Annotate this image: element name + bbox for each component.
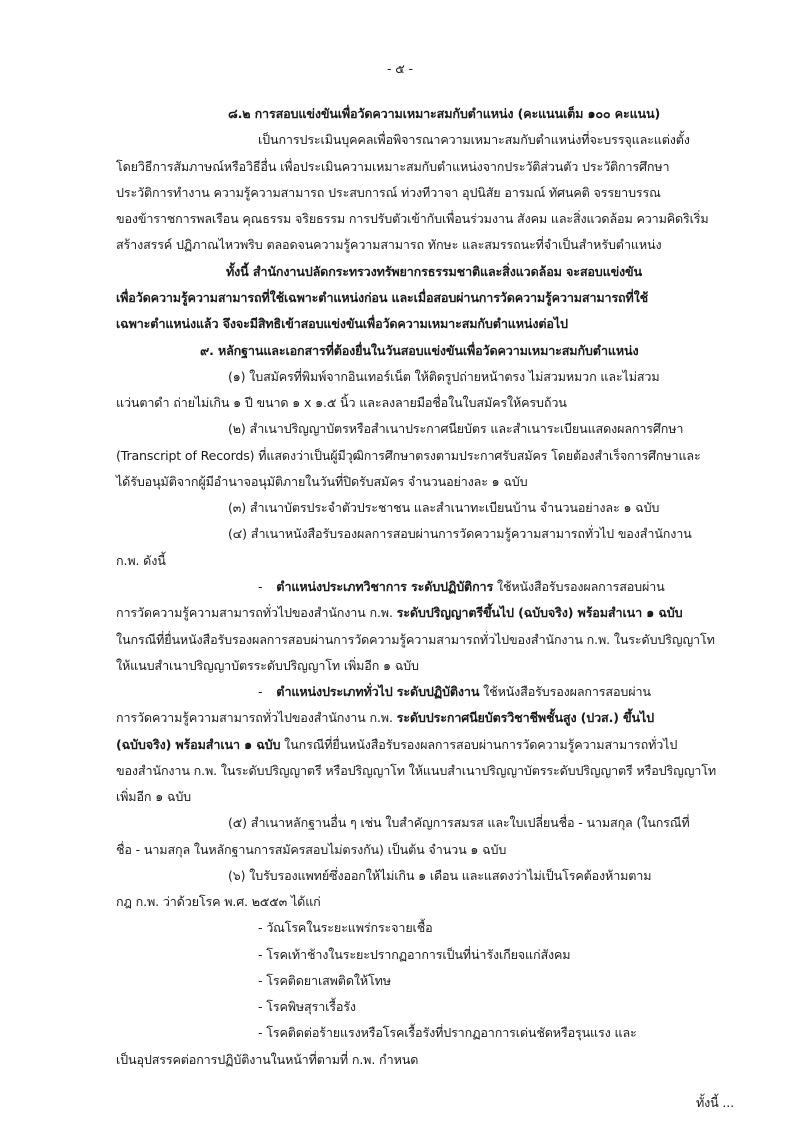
bullet-b-line-5: เพิ่มอีก ๑ ฉบับ: [116, 789, 192, 804]
bullet-b-line-2: [116, 712, 654, 725]
page-number: - ๕ -: [387, 61, 413, 76]
item-6-line: กฎ ก.พ. ว่าด้วยโรค พ.ศ. ๒๕๕๓ ได้แก่: [116, 894, 321, 909]
bullet-b-line-1: [258, 686, 651, 699]
bold-phrase: ตำแหน่งประเภทวิชาการ ระดับปฏิบัติการ: [276, 579, 494, 594]
disease-item: - โรคติดยาเสพติดให้โทษ: [258, 973, 391, 988]
disease-item-continuation: เป็นอุปสรรคต่อการปฏิบัติงานในหน้าที่ตามที่ ก.พ. กำหนด: [116, 1052, 419, 1067]
item-1-line: แว่นตาดำ ถ่ายไม่เกิน ๑ ปี ขนาด ๑ x ๑.๕ นิ้ว และลงลายมือชื่อในใบสมัครให้ครบถ้วน: [116, 395, 567, 410]
disease-item: - โรคพิษสุราเรื้อรัง: [258, 999, 356, 1014]
bullet-b-line-4: ของสำนักงาน ก.พ. ในระดับปริญญาตรี หรือปริญญาโท ให้แนบสำเนาปริญญาบัตรระดับปริญญาตรี หรือปริญญาโท: [116, 763, 716, 778]
bullet-a-line-3: ในกรณีที่ยื่นหนังสือรับรองผลการสอบผ่านการวัดความรู้ความสามารถทั่วไปของสำนักงาน ก.พ. ในระดับปริญญาโท: [116, 632, 715, 647]
bullet-b-line-3: [116, 739, 677, 752]
paragraph-line: โดยวิธีการสัมภาษณ์หรือวิธีอื่น เพื่อประเมินความเหมาะสมกับตำแหน่งจากประวัติส่วนตัว ประวัติการศึกษา: [116, 159, 670, 174]
text: การวัดความรู้ความสามารถทั่วไปของสำนักงาน ก.พ.: [116, 710, 397, 725]
bold-phrase: ระดับประกาศนียบัตรวิชาชีพชั้นสูง (ปวส.) ขึ้นไป: [396, 710, 655, 725]
bullet-a-line-4: ให้แนบสำเนาปริญญาบัตรระดับปริญญาโท เพิ่มอีก ๑ ฉบับ: [116, 658, 419, 673]
bold-phrase: ตำแหน่งประเภททั่วไป ระดับปฏิบัติงาน: [276, 684, 480, 699]
item-2-line: ได้รับอนุมัติจากผู้มีอำนาจอนุมัติภายในวันที่ปิดรับสมัคร จำนวนอย่างละ ๑ ฉบับ: [116, 474, 528, 489]
item-2-line: (Transcript of Records) ที่แสดงว่าเป็นผู้มีวุฒิการศึกษาตรงตามประกาศรับสมัคร โดยต้องสำเร็จการศึกษาและ: [116, 448, 701, 463]
bold-phrase: (ฉบับจริง) พร้อมสำเนา ๑ ฉบับ: [116, 737, 281, 752]
item-5-line: (๕) สำเนาหลักฐานอื่น ๆ เช่น ใบสำคัญการสมรส และใบเปลี่ยนชื่อ - นามสกุล (ในกรณีที่: [228, 815, 690, 830]
disease-item: - วัณโรคในระยะแพร่กระจายเชื้อ: [258, 920, 433, 935]
item-4-line: (๔) สำเนาหนังสือรับรองผลการสอบผ่านการวัดความรู้ความสามารถทั่วไป ของสำนักงาน: [228, 526, 692, 541]
disease-item: - โรคติดต่อร้ายแรงหรือโรคเรื้อรังที่ปรากฏอาการเด่นชัดหรือรุนแรง และ: [258, 1025, 637, 1040]
bold-phrase: ระดับปริญญาตรีขึ้นไป (ฉบับจริง) พร้อมสำเนา ๑ ฉบับ: [396, 605, 683, 620]
paragraph-line: ของข้าราชการพลเรือน คุณธรรม จริยธรรม การปรับตัวเข้ากับเพื่อนร่วมงาน สังคม และสิ่งแวดล้อม ความคิดริเริ่ม: [116, 211, 709, 226]
paragraph-line-bold: เฉพาะตำแหน่งแล้ว จึงจะมีสิทธิเข้าสอบแข่งขันเพื่อวัดความเหมาะสมกับตำแหน่งต่อไป: [116, 316, 568, 331]
item-6-line: (๖) ใบรับรองแพทย์ซึ่งออกให้ไม่เกิน ๑ เดือน และแสดงว่าไม่เป็นโรคต้องห้ามตาม: [228, 868, 652, 883]
item-1-line: (๑) ใบสมัครที่พิมพ์จากอินเทอร์เน็ต ให้ติดรูปถ่ายหน้าตรง ไม่สวมหมวก และไม่สวม: [228, 369, 660, 384]
dash: -: [258, 684, 263, 699]
item-5-line: ชื่อ - นามสกุล ในหลักฐานการสมัครสอบไม่ตรงกัน) เป็นต้น จำนวน ๑ ฉบับ: [116, 842, 507, 857]
text: การวัดความรู้ความสามารถทั่วไปของสำนักงาน ก.พ.: [116, 605, 397, 620]
text: ใช้หนังสือรับรองผลการสอบผ่าน: [493, 579, 665, 594]
item-2-line: (๒) สำเนาปริญญาบัตรหรือสำเนาประกาศนียบัตร และสำเนาระเบียนแสดงผลการศึกษา: [228, 421, 684, 436]
paragraph-line-bold: ทั้งนี้ สำนักงานปลัดกระทรวงทรัพยากรธรรมชาติและสิ่งแวดล้อม จะสอบแข่งขัน: [226, 264, 642, 279]
section-8-2-heading: ๘.๒ การสอบแข่งขันเพื่อวัดความเหมาะสมกับตำแหน่ง (คะแนนเต็ม ๑๐๐ คะแนน): [228, 106, 661, 121]
paragraph-line: สร้างสรรค์ ปฏิภาณไหวพริบ ตลอดจนความรู้ความสามารถ ทักษะ และสมรรถนะที่จำเป็นสำหรับตำแหน่ง: [116, 237, 662, 252]
paragraph-line-bold: เพื่อวัดความรู้ความสามารถที่ใช้เฉพาะตำแหน่งก่อน และเมื่อสอบผ่านการวัดความรู้ความสามารถที่ใช้: [116, 290, 649, 305]
item-3-line: (๓) สำเนาบัตรประจำตัวประชาชน และสำเนาทะเบียนบ้าน จำนวนอย่างละ ๑ ฉบับ: [228, 500, 660, 515]
text: ในกรณีที่ยื่นหนังสือรับรองผลการสอบผ่านการวัดความรู้ความสามารถทั่วไป: [280, 737, 678, 752]
item-4-line: ก.พ. ดังนี้: [116, 553, 166, 568]
dash: -: [258, 579, 263, 594]
text: ใช้หนังสือรับรองผลการสอบผ่าน: [479, 684, 651, 699]
section-9-heading: ๙. หลักฐานและเอกสารที่ต้องยื่นในวันสอบแข่งขันเพื่อวัดความเหมาะสมกับตำแหน่ง: [200, 343, 639, 358]
paragraph-line: เป็นการประเมินบุคคลเพื่อพิจารณาความเหมาะสมกับตำแหน่งที่จะบรรจุและแต่งตั้ง: [258, 132, 690, 147]
continuation-marker: ทั้งนี้ ...: [695, 1095, 734, 1110]
paragraph-line: ประวัติการทำงาน ความรู้ความสามารถ ประสบการณ์ ท่วงทีวาจา อุปนิสัย อารมณ์ ทัศนคติ จรรยาบรรณ: [116, 185, 661, 200]
disease-item: - โรคเท้าช้างในระยะปรากฏอาการเป็นที่น่ารังเกียจแก่สังคม: [258, 947, 571, 962]
bullet-a-line-1: [258, 581, 665, 594]
bullet-a-line-2: [116, 607, 682, 620]
